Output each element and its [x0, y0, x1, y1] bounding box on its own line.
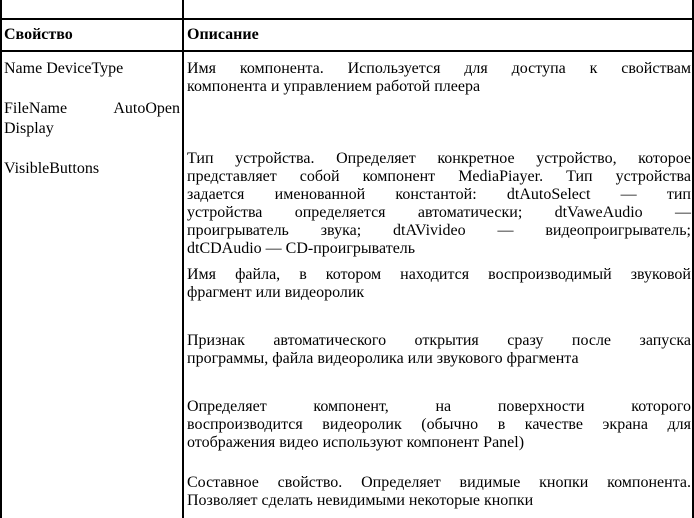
description-visiblebuttons-line-2: Позволяет сделать невидимыми некоторые кнопки [187, 492, 534, 509]
description-visiblebuttons [187, 474, 691, 510]
description-visiblebuttons-line-1: Составное свойство. Определяет видимые кнопки компонента. [187, 474, 691, 491]
description-devicetype-line-2: представляет собой компонент MediaPiayer. Тип устройства [187, 168, 691, 185]
property-autoopen: AutoOpen [113, 100, 180, 117]
header-property: Свойство [4, 26, 73, 43]
description-name-line-1: Имя компонента. Используется для доступа к свойствам [187, 60, 691, 77]
description-name-line-2: компонента и управлением работой плеера [187, 78, 481, 95]
description-display-line-1: Определяет компонент, на поверхности которого [187, 398, 691, 415]
description-devicetype-line-1: Тип устройства. Определяет конкретное устройство, которое [187, 150, 691, 167]
description-autoopen-line-1: Признак автоматического открытия сразу после запуска [187, 332, 691, 349]
header-description: Описание [187, 26, 259, 43]
description-display [187, 398, 691, 452]
description-filename-line-1: Имя файла, в котором находится воспроизводимый звуковой [187, 266, 691, 283]
description-filename [187, 266, 691, 302]
description-devicetype-line-4: устройства определяется автоматически; dtVaweAudio — [187, 204, 691, 221]
description-devicetype-line-3: задается именованной константой: dtAutoSelect — тип [187, 186, 691, 203]
table-column-divider [182, 0, 184, 518]
table-border-left [0, 0, 2, 518]
description-autoopen-line-2: программы, файла видеоролика или звукового фрагмента [187, 350, 579, 367]
table-header-divider [0, 50, 694, 52]
description-name [187, 60, 691, 96]
property-name-line-1: Name DeviceType [4, 60, 124, 77]
description-devicetype-line-5: проигрыватель звука; dtAVivideo — видеопроигрыватель; [187, 222, 691, 239]
description-display-line-3: отображения видео используют компонент Panel) [187, 434, 525, 451]
description-display-line-2: воспроизводится видеоролик (обычно в качестве экрана для [187, 416, 691, 433]
property-name-line-2 [4, 100, 180, 118]
property-filename: FileName [4, 100, 68, 117]
description-filename-line-2: фрагмент или видеоролик [187, 284, 365, 301]
table-border-top [0, 18, 694, 20]
description-autoopen [187, 332, 691, 368]
property-display: Display [4, 120, 54, 137]
description-devicetype [187, 150, 691, 258]
description-devicetype-line-6: dtCDAudio — CD-проигрыватель [187, 240, 416, 257]
property-visiblebuttons: VisibleButtons [4, 160, 100, 177]
